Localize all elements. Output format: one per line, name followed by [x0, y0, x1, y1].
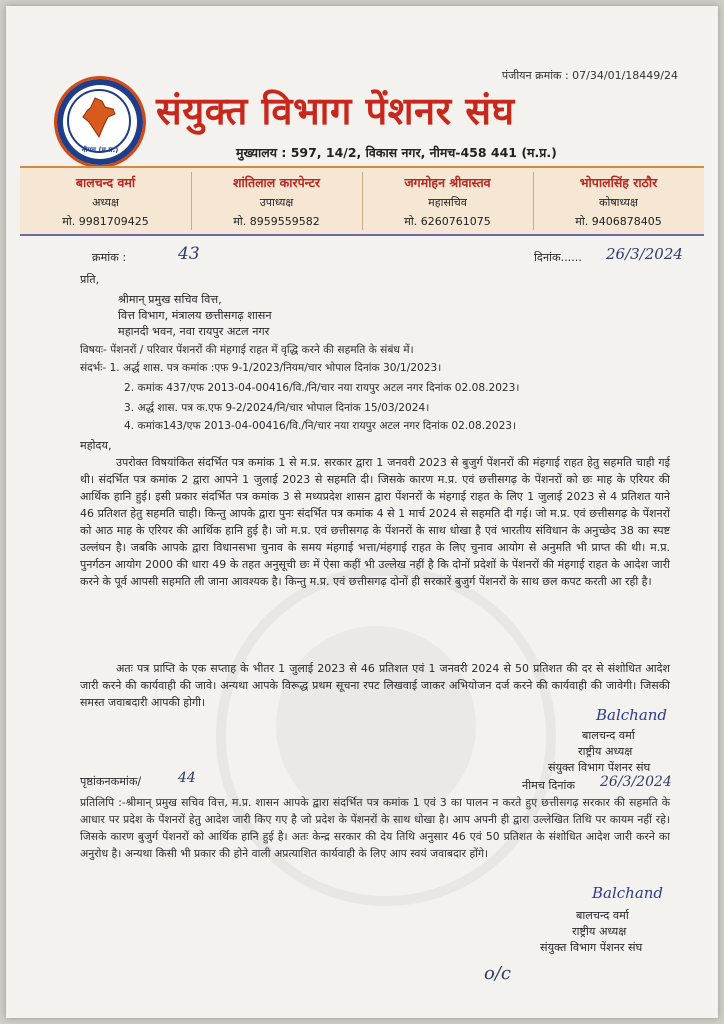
officer-role: उपाध्यक्ष [259, 196, 294, 209]
reference-item: 4. कमांक143/एफ 2013-04-00416/वि./नि/चार नया रायपुर अटल नगर दिनांक 02.08.2023। [124, 420, 517, 432]
letter-sheet [6, 6, 718, 1018]
org-logo [54, 76, 146, 168]
addressee-line-3: महानदी भवन, नवा रायपुर अटल नगर [118, 325, 270, 338]
addressee-line-1: श्रीमान् प्रमुख सचिव वित्त, [118, 293, 222, 306]
copy-paragraph: प्रतिलिपि :-श्रीमान् प्रमुख सचिव वित्त, म.प्र. शासन आपके द्वारा संदर्भित पत्र कमांक 1 एवं 3 का पालन न करते हुए छत्तीसगढ़ सरकार की सहमति के आधार पर प्रदेश के पेंशनरों हेतु आदेश जारी किए गए है जो प्रदेश के पेंशनरों के साथ धोखा है। आप अपनी ही द्वारा उल्लेखित तिथि पर कायम नहीं रहे। जिसके कारण बुजुर्ग पेंशनरों को आर्थिक हानि हुई है। अतः केन्द्र सरकार की देय तिथि अनुसार 46 एवं 50 प्रतिशत के संशोधित आदेश जारी करने का अनुरोध है। अन्यथा किसी भी प्रकार की होने वाली अप्रत्याशित कार्यवाही के लिए आप स्वयं जवाबदार होंगे। [80, 796, 670, 860]
date-value: 26/3/2024 [606, 245, 683, 263]
signature: Balchand [596, 706, 668, 724]
signature: Balchand [592, 884, 664, 902]
officer-name: शांतिलाल कारपेन्टर [232, 175, 321, 190]
officer-name: बालचन्द वर्मा [75, 175, 136, 190]
addressee-line-2: वित्त विभाग, मंत्रालय छत्तीसगढ़ शासन [118, 309, 272, 322]
place-date-value: 26/3/2024 [600, 774, 672, 790]
officer-name: जगमोहन श्रीवास्तव [404, 175, 491, 190]
officer-phone: मो. 9406878405 [575, 215, 662, 228]
office-copy-mark: o/c [484, 963, 511, 984]
officer-vice-president [191, 174, 362, 229]
officer-phone: मो. 8959559582 [233, 215, 320, 228]
officer-name: भोपालसिंह राठौर [579, 175, 658, 190]
signatory-title: राष्ट्रीय अध्यक्ष [572, 925, 627, 938]
officer-president [20, 174, 191, 229]
officer-role: कोषाध्यक्ष [599, 196, 638, 209]
endorsement-label: पृष्ठांकनकमांक/ [80, 775, 142, 788]
salutation: महोदय, [80, 439, 112, 452]
reference-number: 43 [178, 244, 200, 264]
officer-role: अध्यक्ष [92, 196, 119, 209]
officer-phone: मो. 6260761075 [404, 215, 491, 228]
reference-item: संदर्भः- 1. अर्द्ध शास. पत्र कमांक :एफ 9-1/2023/नियम/चार भोपाल दिनांक 30/1/2023। [80, 362, 442, 374]
reference-label: क्रमांक : [92, 251, 127, 264]
officer-treasurer [533, 174, 704, 229]
place-date-label: नीमच दिनांक [522, 779, 575, 792]
signatory-title: राष्ट्रीय अध्यक्ष [578, 745, 633, 758]
date-label: दिनांक...... [534, 251, 582, 264]
registration-number: पंजीयन क्रमांक : 07/34/01/18449/24 [501, 69, 678, 82]
body-paragraph-2: अतः पत्र प्राप्ति के एक सप्ताह के भीतर 1 जुलाई 2023 से 46 प्रतिशत एवं 1 जनवरी 2024 से 50 प्रतिशत की दर से संशोधित आदेश जारी करने की कार्यवाही की जावे। अन्यथा आपके विरूद्ध प्रथम सूचना रपट लिखवाई जाकर अभियोजन दर्ज करने की कार्यवाही की जावेगी। जिसकी समस्त जवाबदारी आपकी होगी। [80, 662, 670, 709]
india-map-icon [75, 95, 121, 141]
headquarters-address: मुख्यालय : 597, 14/2, विकास नगर, नीमच-458 441 (म.प्र.) [236, 145, 557, 160]
officer-role: महासचिव [428, 196, 467, 209]
signatory-org: संयुक्त विभाग पेंशनर संघ [548, 761, 651, 774]
reference-item: 3. अर्द्ध शास. पत्र क.एफ 9-2/2024/नि/चार भोपाल दिनांक 15/03/2024। [124, 402, 430, 414]
officer-general-secretary [362, 174, 533, 229]
org-title: संयुक्त विभाग पेंशनर संघ [156, 88, 515, 133]
signatory-name: बालचन्द वर्मा [576, 909, 629, 922]
endorsement-number: 44 [178, 770, 196, 786]
office-bearers-band [20, 166, 704, 236]
subject-line: विषयः- पेंशनरों / परिवार पेंशनरों की मंहगाई राहत में वृद्धि करने की सहमति के संबंध में। [80, 344, 414, 356]
reference-item: 2. कमांक 437/एफ 2013-04-00416/वि./नि/चार नया रायपुर अटल नगर दिनांक 02.08.2023। [124, 382, 520, 394]
officer-phone: मो. 9981709425 [62, 215, 149, 228]
body-paragraph-1: उपरोक्त विषयांकित संदर्भित पत्र कमांक 1 से म.प्र. सरकार द्वारा 1 जनवरी 2023 से बुजुर्ग पेंशनरों की मंहगाई राहत हेतु सहमति चाही गई थी। संदर्भित पत्र कमांक 2 द्वारा आपने 1 जुलाई 2023 से सहमति दी। जिसके कारण म.प्र. एवं छत्तीसगढ़ के पेंशनरों को छः माह के एरियर की आर्थिक हानि हुई। इसी प्रकार संदर्भित पत्र कमांक 3 से मध्यप्रदेश शासन द्वारा पेंशनरों के मंहगाई राहत के लिए 1 जुलाई 2023 से 4 प्रतिशत याने 46 प्रतिशत हेतु सहमति चाही। किन्तु आपके द्वारा पुनः संदर्भित पत्र कमांक 4 से 1 मार्च 2024 से सहमति दी गई। जो म.प्र. एवं छत्तीसगढ़ के पेंशनरों को आठ माह के एरियर की आर्थिक हानि हुई है। जो म.प्र. एवं छत्तीसगढ़ के पेंशनरों के साथ धोखा है एवं भारतीय संविधान के अनुच्छेद 38 का स्पष्ट उल्लंघन है। जबकि आपके द्वारा विधानसभा चुनाव के समय मंहगाई भत्ता/मंहगाई राहत के लिए चुनाव आयोग से अनुमति भी प्राप्त की थी। म.प्र. पुनर्गठन आयोग 2000 की धारा 49 के तहत अनुसूची छः में ऐसा कहीं भी उल्लेख नहीं है कि दोनों प्रदेशों के पेंशनरों की मंहगाई राहत के आदेश जारी करने के पूर्व आपसी सहमति ली जाना आवश्यक है। किन्तु म.प्र. एवं छत्तीसगढ़ दोनों ही सरकारें बुजुर्ग पेंशनरों के साथ छल कपट करती आ रही है। [80, 456, 670, 588]
logo-text: नीमच (म.प्र.) [81, 146, 119, 154]
signatory-name: बालचन्द वर्मा [582, 729, 635, 742]
to-label: प्रति, [80, 273, 100, 286]
signatory-org: संयुक्त विभाग पेंशनर संघ [540, 941, 643, 954]
